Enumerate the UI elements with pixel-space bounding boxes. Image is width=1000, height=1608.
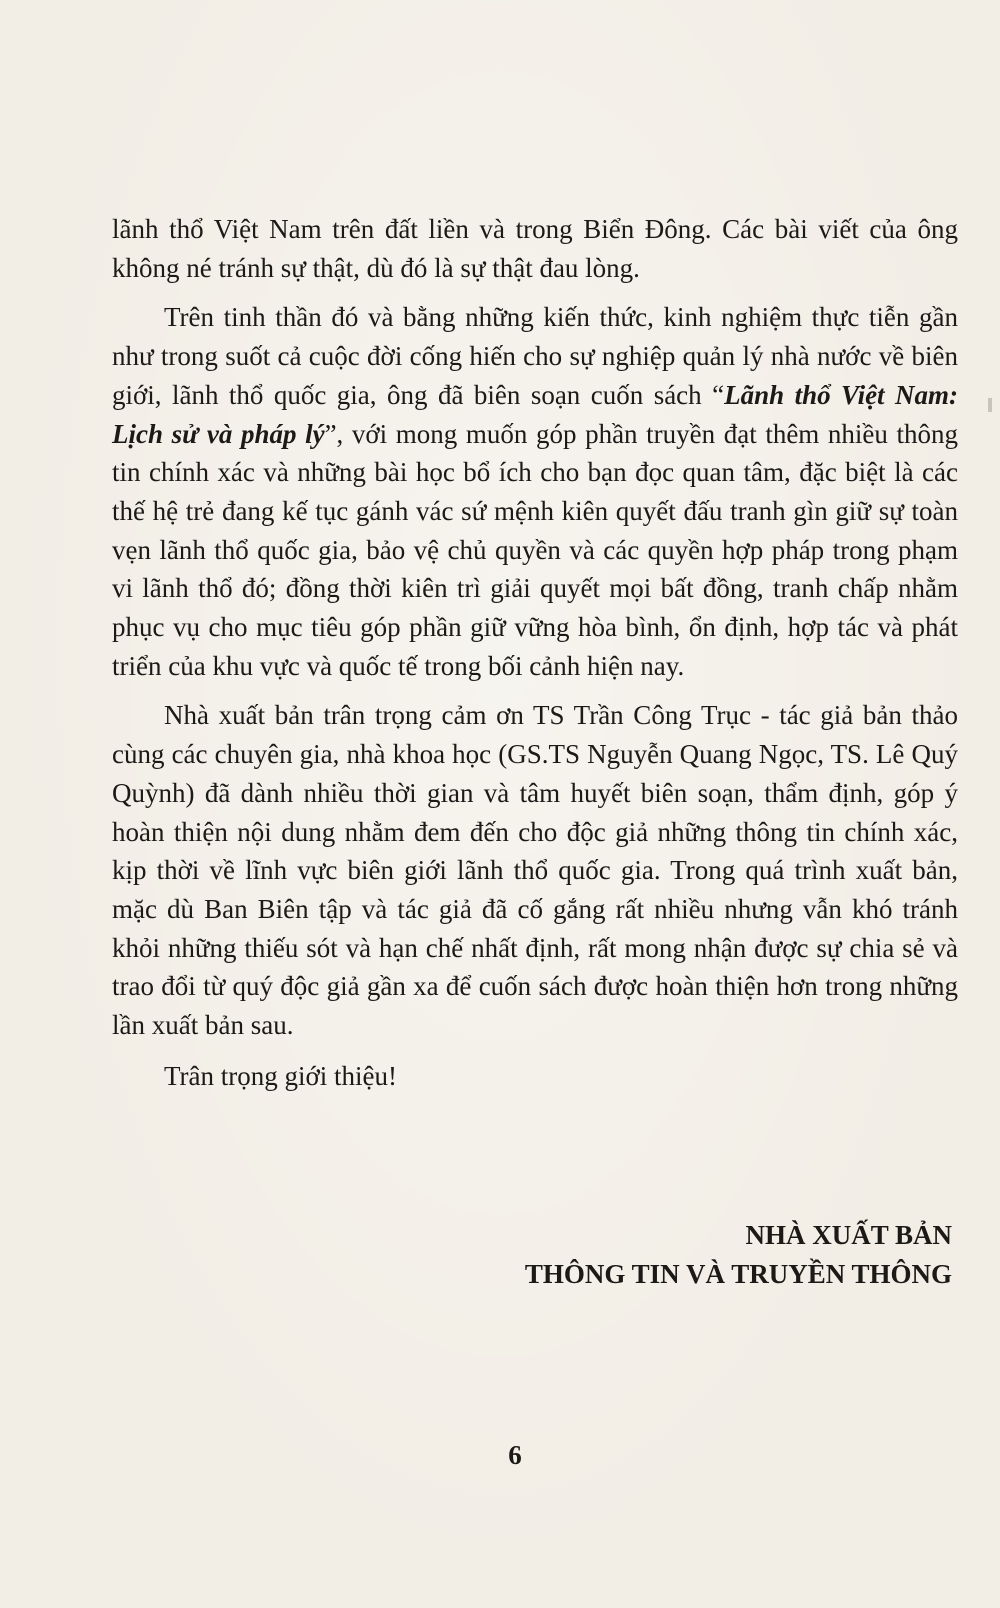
paragraph-2-text-before: Trên tinh thần đó và bằng những kiến thức, kinh nghiệm thực tiễn gần như trong suốt cả cuộc đời cống hiến cho sự nghiệp quản lý nhà nước về biên giới, lãnh thổ quốc gia, ông đã biên soạn cuốn sách “ bbox=[112, 302, 958, 410]
closing-line: Trân trọng giới thiệu! bbox=[164, 1060, 398, 1091]
paragraph-1-text: lãnh thổ Việt Nam trên đất liền và trong Biển Đông. Các bài viết của ông không né tránh sự thật, dù đó là sự thật đau lòng. bbox=[112, 214, 958, 283]
signature-line-1: NHÀ XUẤT BẢN bbox=[745, 1220, 952, 1250]
paragraph-2 bbox=[112, 298, 958, 685]
edge-mark bbox=[988, 398, 992, 412]
paragraph-1 bbox=[112, 210, 958, 287]
paragraph-3 bbox=[112, 696, 958, 1044]
publisher-signature bbox=[525, 1216, 952, 1294]
book-title: Lãnh thổ Việt Nam: Lịch sử và pháp lý bbox=[112, 379, 959, 449]
body-text bbox=[112, 210, 958, 1095]
page-number: 6 bbox=[508, 1440, 522, 1470]
paragraph-3-text: Nhà xuất bản trân trọng cảm ơn TS Trần Công Trục - tác giả bản thảo cùng các chuyên gia, nhà khoa học (GS.TS Nguyễn Quang Ngọc, TS. Lê Quý Quỳnh) đã dành nhiều thời gian và tâm huyết biên soạn, thẩm định, góp ý hoàn thiện nội dung nhằm đem đến cho độc giả những thông tin chính xác, kịp thời về lĩnh vực biên giới lãnh thổ quốc gia. Trong quá trình xuất bản, mặc dù Ban Biên tập và tác giả đã cố gắng rất nhiều nhưng vẫn khó tránh khỏi những thiếu sót và hạn chế nhất định, rất mong nhận được sự chia sẻ và trao đổi từ quý độc giả gần xa để cuốn sách được hoàn thiện hơn trong những lần xuất bản sau. bbox=[112, 700, 958, 1041]
paragraph-2-text-after: ”, với mong muốn góp phần truyền đạt thêm nhiều thông tin chính xác và những bài học bổ ích cho bạn đọc quan tâm, đặc biệt là các thế hệ trẻ đang kế tục gánh vác sứ mệnh kiên quyết đấu tranh gìn giữ sự toàn vẹn lãnh thổ quốc gia, bảo vệ chủ quyền và các quyền hợp pháp trong phạm vi lãnh thổ đó; đồng thời kiên trì giải quyết mọi bất đồng, tranh chấp nhằm phục vụ cho mục tiêu góp phần giữ vững hòa bình, ổn định, hợp tác và phát triển của khu vực và quốc tế trong bối cảnh hiện nay. bbox=[112, 418, 958, 681]
signature-line-2: THÔNG TIN VÀ TRUYỀN THÔNG bbox=[524, 1259, 952, 1289]
